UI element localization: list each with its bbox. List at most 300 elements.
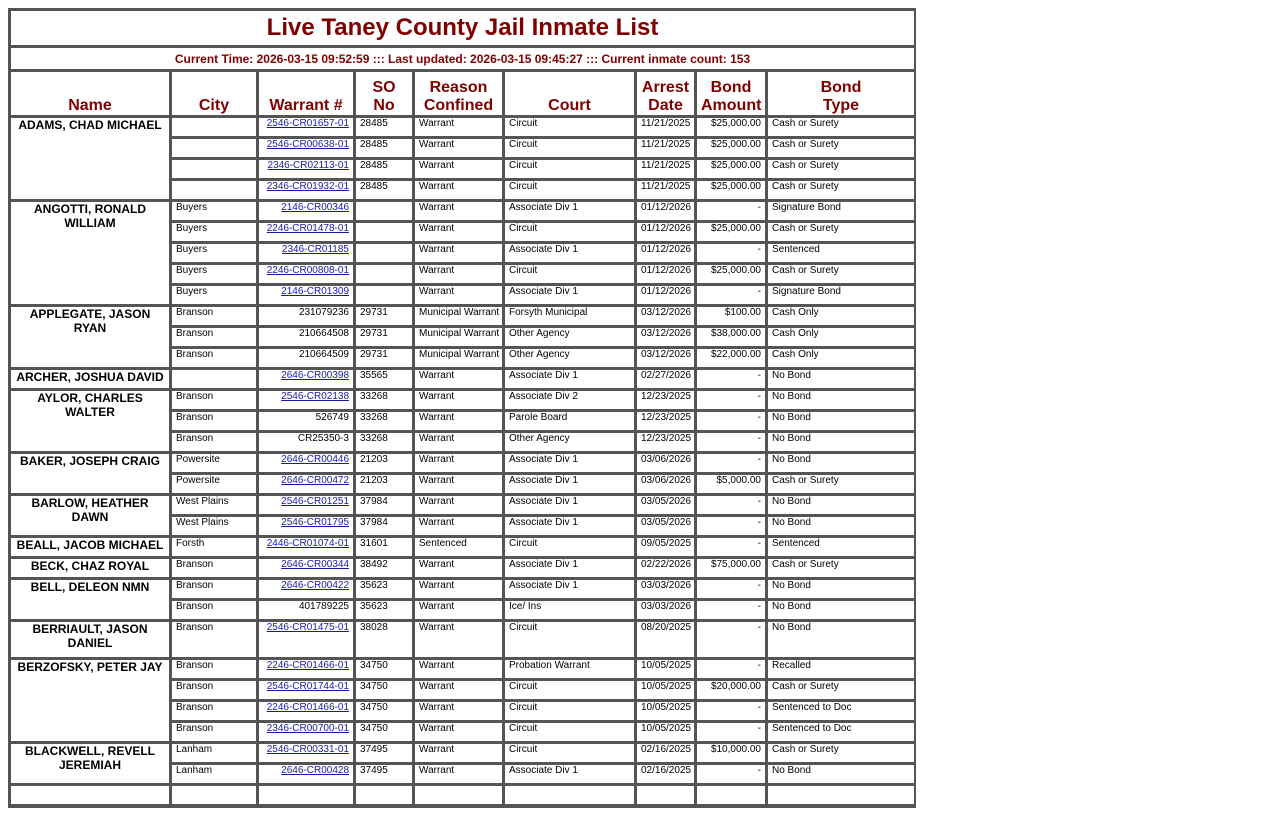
warrant-link[interactable]: 2546-CR01657-01 <box>266 118 349 129</box>
court-cell: Circuit <box>504 722 636 743</box>
reason-confined-cell: Warrant <box>414 432 504 453</box>
bond-type-cell: Sentenced to Doc <box>767 722 914 743</box>
inmate-name: BERRIAULT, JASON DANIEL <box>10 621 171 659</box>
reason-confined-cell: Municipal Warrant <box>414 327 504 348</box>
so-no-cell: 34750 <box>355 680 414 701</box>
so-no-cell: 37984 <box>355 495 414 516</box>
court-cell: Other Agency <box>504 432 636 453</box>
warrant-link[interactable]: 2546-CR01795 <box>281 517 349 528</box>
table-row <box>10 369 914 390</box>
arrest-date-cell: 02/16/2025 <box>636 743 696 764</box>
so-no-cell: 21203 <box>355 474 414 495</box>
warrant-link[interactable]: 2646-CR00428 <box>281 765 349 776</box>
so-no-cell: 29731 <box>355 348 414 369</box>
city-cell <box>171 785 258 806</box>
reason-confined-cell: Warrant <box>414 369 504 390</box>
warrant-cell: 526749 <box>258 411 355 432</box>
column-header-row <box>10 71 914 117</box>
bond-amount-cell: - <box>696 453 767 474</box>
warrant-link[interactable]: 2546-CR01251 <box>281 496 349 507</box>
table-row <box>10 117 914 138</box>
so-no-cell <box>355 201 414 222</box>
warrant-link[interactable]: 2246-CR00808-01 <box>266 265 349 276</box>
bond-amount-cell: $22,000.00 <box>696 348 767 369</box>
so-no-cell: 35623 <box>355 600 414 621</box>
warrant-cell <box>258 701 355 722</box>
arrest-date-cell: 03/12/2026 <box>636 327 696 348</box>
bond-type-cell <box>767 785 914 806</box>
bond-type-cell: No Bond <box>767 369 914 390</box>
warrant-link[interactable]: 2246-CR01466-01 <box>266 702 349 713</box>
city-cell: Lanham <box>171 764 258 785</box>
bond-type-cell: No Bond <box>767 516 914 537</box>
reason-confined-cell: Warrant <box>414 222 504 243</box>
arrest-date-cell: 10/05/2025 <box>636 701 696 722</box>
warrant-cell <box>258 222 355 243</box>
city-cell: Buyers <box>171 285 258 306</box>
bond-amount-cell: $75,000.00 <box>696 558 767 579</box>
bond-type-cell: Sentenced to Doc <box>767 701 914 722</box>
inmate-name: BECK, CHAZ ROYAL <box>10 558 171 579</box>
city-cell: Branson <box>171 327 258 348</box>
arrest-date-cell: 02/16/2025 <box>636 764 696 785</box>
city-cell: Branson <box>171 348 258 369</box>
warrant-link[interactable]: 2246-CR01478-01 <box>266 223 349 234</box>
inmate-name: APPLEGATE, JASON RYAN <box>10 306 171 369</box>
bond-type-cell: Cash or Surety <box>767 138 914 159</box>
column-header-bond-amount: Bond Amount <box>696 71 767 117</box>
table-row <box>10 579 914 600</box>
reason-confined-cell: Municipal Warrant <box>414 348 504 369</box>
reason-confined-cell: Warrant <box>414 743 504 764</box>
warrant-cell <box>258 680 355 701</box>
reason-confined-cell: Warrant <box>414 390 504 411</box>
arrest-date-cell: 03/06/2026 <box>636 474 696 495</box>
so-no-cell: 37984 <box>355 516 414 537</box>
warrant-link[interactable]: 2146-CR01309 <box>281 286 349 297</box>
reason-confined-cell: Warrant <box>414 201 504 222</box>
bond-amount-cell: - <box>696 701 767 722</box>
reason-confined-cell: Warrant <box>414 764 504 785</box>
arrest-date-cell <box>636 785 696 806</box>
inmate-name: BELL, DELEON NMN <box>10 579 171 621</box>
status-line: Current Time: 2026-03-15 09:52:59 ::: Last updated: 2026-03-15 09:45:27 ::: Current inmate count: 153 <box>10 47 914 71</box>
warrant-cell <box>258 764 355 785</box>
so-no-cell <box>355 285 414 306</box>
city-cell <box>171 180 258 201</box>
warrant-cell <box>258 621 355 659</box>
column-header-so-no: SO No <box>355 71 414 117</box>
inmate-name: BEALL, JACOB MICHAEL <box>10 537 171 558</box>
city-cell: Powersite <box>171 474 258 495</box>
table-row <box>10 495 914 516</box>
bond-amount-cell: - <box>696 764 767 785</box>
city-cell: Forsth <box>171 537 258 558</box>
so-no-cell: 38028 <box>355 621 414 659</box>
warrant-link[interactable]: 2246-CR01466-01 <box>266 660 349 671</box>
court-cell: Circuit <box>504 680 636 701</box>
bond-type-cell: No Bond <box>767 411 914 432</box>
reason-confined-cell: Warrant <box>414 243 504 264</box>
so-no-cell: 29731 <box>355 327 414 348</box>
court-cell: Associate Div 1 <box>504 495 636 516</box>
city-cell <box>171 159 258 180</box>
arrest-date-cell: 08/20/2025 <box>636 621 696 659</box>
so-no-cell: 28485 <box>355 180 414 201</box>
warrant-cell <box>258 722 355 743</box>
bond-type-cell: Cash Only <box>767 306 914 327</box>
bond-type-cell: Cash Only <box>767 348 914 369</box>
warrant-cell <box>258 138 355 159</box>
so-no-cell: 34750 <box>355 701 414 722</box>
so-no-cell: 38492 <box>355 558 414 579</box>
court-cell: Ice/ Ins <box>504 600 636 621</box>
bond-amount-cell: - <box>696 495 767 516</box>
inmate-name: ADAMS, CHAD MICHAEL <box>10 117 171 201</box>
inmate-name: BLACKWELL, REVELL JEREMIAH <box>10 743 171 785</box>
city-cell: Branson <box>171 390 258 411</box>
city-cell: Branson <box>171 558 258 579</box>
table-row <box>10 201 914 222</box>
bond-type-cell: Signature Bond <box>767 201 914 222</box>
reason-confined-cell: Warrant <box>414 180 504 201</box>
reason-confined-cell <box>414 785 504 806</box>
warrant-cell: 210664508 <box>258 327 355 348</box>
table-row <box>10 306 914 327</box>
so-no-cell: 33268 <box>355 390 414 411</box>
so-no-cell: 21203 <box>355 453 414 474</box>
reason-confined-cell: Sentenced <box>414 537 504 558</box>
so-no-cell <box>355 243 414 264</box>
city-cell: Lanham <box>171 743 258 764</box>
bond-amount-cell: - <box>696 201 767 222</box>
bond-amount-cell: - <box>696 537 767 558</box>
warrant-link[interactable]: 2646-CR00422 <box>281 580 349 591</box>
bond-amount-cell: $5,000.00 <box>696 474 767 495</box>
table-row <box>10 659 914 680</box>
column-header-warrant: Warrant # <box>258 71 355 117</box>
reason-confined-cell: Warrant <box>414 159 504 180</box>
so-no-cell: 28485 <box>355 117 414 138</box>
bond-amount-cell: - <box>696 369 767 390</box>
table-row <box>10 390 914 411</box>
city-cell: Branson <box>171 621 258 659</box>
warrant-cell <box>258 516 355 537</box>
so-no-cell: 33268 <box>355 411 414 432</box>
city-cell: Buyers <box>171 222 258 243</box>
court-cell: Probation Warrant <box>504 659 636 680</box>
city-cell: Buyers <box>171 243 258 264</box>
arrest-date-cell: 12/23/2025 <box>636 390 696 411</box>
warrant-cell <box>258 659 355 680</box>
bond-amount-cell: $25,000.00 <box>696 264 767 285</box>
city-cell: Powersite <box>171 453 258 474</box>
court-cell <box>504 785 636 806</box>
arrest-date-cell: 09/05/2025 <box>636 537 696 558</box>
bond-type-cell: Cash or Surety <box>767 264 914 285</box>
bond-type-cell: No Bond <box>767 621 914 659</box>
court-cell: Parole Board <box>504 411 636 432</box>
city-cell: Branson <box>171 432 258 453</box>
court-cell: Circuit <box>504 701 636 722</box>
court-cell: Circuit <box>504 222 636 243</box>
arrest-date-cell: 01/12/2026 <box>636 264 696 285</box>
reason-confined-cell: Warrant <box>414 117 504 138</box>
reason-confined-cell: Warrant <box>414 264 504 285</box>
arrest-date-cell: 11/21/2025 <box>636 138 696 159</box>
arrest-date-cell: 10/05/2025 <box>636 680 696 701</box>
so-no-cell: 28485 <box>355 159 414 180</box>
bond-amount-cell: - <box>696 579 767 600</box>
city-cell: Branson <box>171 600 258 621</box>
court-cell: Associate Div 1 <box>504 369 636 390</box>
bond-amount-cell: $25,000.00 <box>696 117 767 138</box>
warrant-link[interactable]: 2346-CR01185 <box>281 244 349 255</box>
city-cell <box>171 369 258 390</box>
bond-type-cell: Cash Only <box>767 327 914 348</box>
reason-confined-cell: Warrant <box>414 453 504 474</box>
bond-amount-cell: $38,000.00 <box>696 327 767 348</box>
warrant-cell <box>258 474 355 495</box>
arrest-date-cell: 01/12/2026 <box>636 243 696 264</box>
so-no-cell: 33268 <box>355 432 414 453</box>
warrant-cell <box>258 537 355 558</box>
bond-type-cell: Cash or Surety <box>767 558 914 579</box>
warrant-cell <box>258 117 355 138</box>
warrant-cell <box>258 159 355 180</box>
bond-type-cell: No Bond <box>767 600 914 621</box>
reason-confined-cell: Warrant <box>414 579 504 600</box>
bond-amount-cell: $10,000.00 <box>696 743 767 764</box>
so-no-cell <box>355 222 414 243</box>
city-cell <box>171 117 258 138</box>
bond-type-cell: Cash or Surety <box>767 743 914 764</box>
warrant-cell <box>258 579 355 600</box>
reason-confined-cell: Municipal Warrant <box>414 306 504 327</box>
bond-amount-cell: $25,000.00 <box>696 180 767 201</box>
warrant-cell <box>258 558 355 579</box>
bond-type-cell: Sentenced <box>767 537 914 558</box>
court-cell: Forsyth Municipal <box>504 306 636 327</box>
so-no-cell: 34750 <box>355 659 414 680</box>
court-cell: Other Agency <box>504 348 636 369</box>
warrant-link[interactable]: 2346-CR00700-01 <box>266 723 349 734</box>
court-cell: Circuit <box>504 159 636 180</box>
bond-amount-cell: - <box>696 285 767 306</box>
so-no-cell: 35565 <box>355 369 414 390</box>
warrant-link[interactable]: 2146-CR00346 <box>281 202 349 213</box>
arrest-date-cell: 03/05/2026 <box>636 495 696 516</box>
city-cell: Buyers <box>171 201 258 222</box>
bond-type-cell: No Bond <box>767 579 914 600</box>
bond-type-cell: No Bond <box>767 432 914 453</box>
so-no-cell: 35623 <box>355 579 414 600</box>
court-cell: Circuit <box>504 264 636 285</box>
so-no-cell <box>355 785 414 806</box>
court-cell: Associate Div 1 <box>504 558 636 579</box>
warrant-link[interactable]: 2646-CR00446 <box>281 454 349 465</box>
bond-type-cell: Sentenced <box>767 243 914 264</box>
inmate-name: ANGOTTI, RONALD WILLIAM <box>10 201 171 306</box>
warrant-link[interactable]: 2546-CR02138 <box>281 391 349 402</box>
reason-confined-cell: Warrant <box>414 659 504 680</box>
city-cell: West Plains <box>171 495 258 516</box>
warrant-link[interactable]: 2346-CR01932-01 <box>266 181 349 192</box>
bond-type-cell: Cash or Surety <box>767 474 914 495</box>
table-row <box>10 621 914 659</box>
court-cell: Associate Div 1 <box>504 201 636 222</box>
city-cell: West Plains <box>171 516 258 537</box>
inmate-name: BARLOW, HEATHER DAWN <box>10 495 171 537</box>
court-cell: Circuit <box>504 621 636 659</box>
city-cell: Buyers <box>171 264 258 285</box>
reason-confined-cell: Warrant <box>414 600 504 621</box>
so-no-cell: 37495 <box>355 743 414 764</box>
arrest-date-cell: 10/05/2025 <box>636 722 696 743</box>
reason-confined-cell: Warrant <box>414 516 504 537</box>
table-row <box>10 537 914 558</box>
arrest-date-cell: 02/22/2026 <box>636 558 696 579</box>
arrest-date-cell: 11/21/2025 <box>636 159 696 180</box>
arrest-date-cell: 03/06/2026 <box>636 453 696 474</box>
arrest-date-cell: 01/12/2026 <box>636 222 696 243</box>
bond-amount-cell: - <box>696 390 767 411</box>
city-cell: Branson <box>171 579 258 600</box>
bond-type-cell: Recalled <box>767 659 914 680</box>
warrant-cell <box>258 243 355 264</box>
city-cell: Branson <box>171 701 258 722</box>
court-cell: Associate Div 2 <box>504 390 636 411</box>
so-no-cell <box>355 264 414 285</box>
bond-type-cell: No Bond <box>767 390 914 411</box>
bond-amount-cell: - <box>696 411 767 432</box>
warrant-cell: CR25350-3 <box>258 432 355 453</box>
inmate-rows <box>10 117 914 806</box>
arrest-date-cell: 10/05/2025 <box>636 659 696 680</box>
warrant-link[interactable]: 2546-CR01744-01 <box>266 681 349 692</box>
inmate-name <box>10 785 171 806</box>
bond-type-cell: No Bond <box>767 453 914 474</box>
warrant-link[interactable]: 2646-CR00398 <box>281 370 349 381</box>
arrest-date-cell: 01/12/2026 <box>636 285 696 306</box>
court-cell: Associate Div 1 <box>504 285 636 306</box>
bond-amount-cell: - <box>696 432 767 453</box>
arrest-date-cell: 03/12/2026 <box>636 348 696 369</box>
warrant-cell <box>258 390 355 411</box>
warrant-link[interactable]: 2546-CR00331-01 <box>266 744 349 755</box>
bond-amount-cell: $25,000.00 <box>696 222 767 243</box>
arrest-date-cell: 03/03/2026 <box>636 600 696 621</box>
reason-confined-cell: Warrant <box>414 621 504 659</box>
bond-amount-cell <box>696 785 767 806</box>
warrant-cell: 210664509 <box>258 348 355 369</box>
court-cell: Associate Div 1 <box>504 474 636 495</box>
warrant-cell <box>258 453 355 474</box>
warrant-cell <box>258 285 355 306</box>
inmate-name: BERZOFSKY, PETER JAY <box>10 659 171 743</box>
reason-confined-cell: Warrant <box>414 138 504 159</box>
reason-confined-cell: Warrant <box>414 474 504 495</box>
page-title: Live Taney County Jail Inmate List <box>10 10 914 47</box>
arrest-date-cell: 12/23/2025 <box>636 432 696 453</box>
column-header-arrest-date: Arrest Date <box>636 71 696 117</box>
arrest-date-cell: 11/21/2025 <box>636 117 696 138</box>
warrant-cell <box>258 495 355 516</box>
inmate-name: AYLOR, CHARLES WALTER <box>10 390 171 453</box>
warrant-cell <box>258 201 355 222</box>
court-cell: Associate Div 1 <box>504 516 636 537</box>
table-row <box>10 558 914 579</box>
bond-amount-cell: - <box>696 722 767 743</box>
arrest-date-cell: 02/27/2026 <box>636 369 696 390</box>
reason-confined-cell: Warrant <box>414 722 504 743</box>
bond-type-cell: No Bond <box>767 495 914 516</box>
inmate-name: BAKER, JOSEPH CRAIG <box>10 453 171 495</box>
warrant-link[interactable]: 2546-CR01475-01 <box>266 622 349 633</box>
warrant-link[interactable]: 2346-CR02113-01 <box>267 160 349 171</box>
warrant-link[interactable]: 2546-CR00638-01 <box>266 139 349 150</box>
bond-amount-cell: - <box>696 621 767 659</box>
table-row <box>10 785 914 806</box>
court-cell: Circuit <box>504 743 636 764</box>
warrant-cell: 401789225 <box>258 600 355 621</box>
reason-confined-cell: Warrant <box>414 701 504 722</box>
bond-type-cell: No Bond <box>767 764 914 785</box>
bond-type-cell: Cash or Surety <box>767 180 914 201</box>
bond-type-cell: Cash or Surety <box>767 222 914 243</box>
warrant-cell <box>258 264 355 285</box>
warrant-link[interactable]: 2646-CR00344 <box>281 559 349 570</box>
bond-amount-cell: $25,000.00 <box>696 138 767 159</box>
reason-confined-cell: Warrant <box>414 680 504 701</box>
bond-amount-cell: - <box>696 243 767 264</box>
arrest-date-cell: 03/05/2026 <box>636 516 696 537</box>
warrant-cell <box>258 180 355 201</box>
arrest-date-cell: 03/12/2026 <box>636 306 696 327</box>
city-cell: Branson <box>171 659 258 680</box>
city-cell: Branson <box>171 722 258 743</box>
warrant-cell: 231079236 <box>258 306 355 327</box>
court-cell: Circuit <box>504 180 636 201</box>
so-no-cell: 31601 <box>355 537 414 558</box>
table-row <box>10 743 914 764</box>
bond-amount-cell: $25,000.00 <box>696 159 767 180</box>
arrest-date-cell: 12/23/2025 <box>636 411 696 432</box>
reason-confined-cell: Warrant <box>414 411 504 432</box>
court-cell: Associate Div 1 <box>504 579 636 600</box>
court-cell: Circuit <box>504 138 636 159</box>
column-header-court: Court <box>504 71 636 117</box>
warrant-link[interactable]: 2446-CR01074-01 <box>266 538 349 549</box>
column-header-name: Name <box>10 71 171 117</box>
reason-confined-cell: Warrant <box>414 558 504 579</box>
warrant-cell <box>258 369 355 390</box>
arrest-date-cell: 03/03/2026 <box>636 579 696 600</box>
city-cell: Branson <box>171 306 258 327</box>
so-no-cell: 34750 <box>355 722 414 743</box>
city-cell <box>171 138 258 159</box>
bond-amount-cell: - <box>696 600 767 621</box>
warrant-link[interactable]: 2646-CR00472 <box>281 475 349 486</box>
bond-type-cell: Cash or Surety <box>767 680 914 701</box>
court-cell: Associate Div 1 <box>504 453 636 474</box>
so-no-cell: 28485 <box>355 138 414 159</box>
bond-amount-cell: - <box>696 659 767 680</box>
bond-amount-cell: $20,000.00 <box>696 680 767 701</box>
court-cell: Associate Div 1 <box>504 764 636 785</box>
bond-amount-cell: - <box>696 516 767 537</box>
bond-amount-cell: $100.00 <box>696 306 767 327</box>
